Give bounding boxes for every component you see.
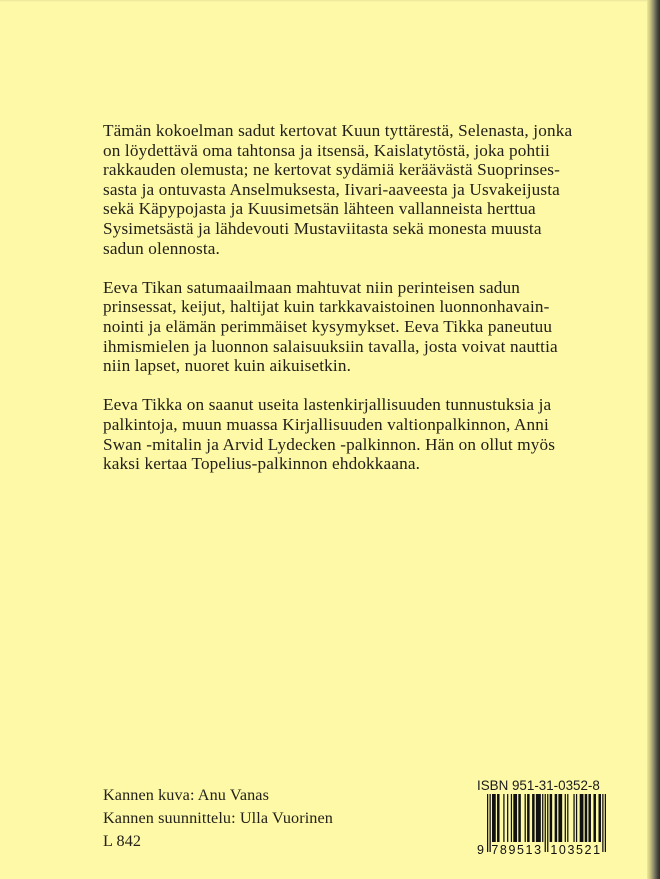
blurb-line: sasta ja ontuvasta Anselmuksesta, Iivari-aaveesta ja Usvakeijusta [103,179,560,199]
barcode-bar [518,794,521,842]
barcode-right-digits: 103521 [550,843,602,857]
barcode-bar [555,794,558,842]
barcode-guard-bar [602,794,603,852]
barcode-bar [550,794,553,842]
isbn-label: ISBN 951-31-0352-8 [477,778,600,793]
blurb-line: Tämän kokoelman sadut kertovat Kuun tyttärestä, Selenasta, jonka [103,121,573,140]
blurb-line: sadun olennosta. [103,238,220,258]
barcode-bar [558,794,562,842]
barcode-bar [511,794,512,842]
blurb-line: palkintoja, muun muassa Kirjallisuuden valtionpalkinnon, Anni [103,414,549,434]
barcode-guard-bar [545,794,546,852]
barcode-bar [598,794,601,842]
barcode-bar [503,794,504,842]
paragraph-author-awards [103,395,603,473]
blurb-line: on löydettävä oma tahtonsa ja itsensä, Kaislatytöstä, joka pohtii [103,140,550,160]
barcode-bar [585,794,588,842]
page-right-edge [647,0,660,879]
blurb-line: Eeva Tikka on saanut useita lastenkirjallisuuden tunnustuksia ja [103,395,552,415]
barcode-bar [576,794,577,842]
barcode-bar [497,794,500,842]
barcode-guard-bar [487,794,488,852]
barcode-bar [527,794,530,842]
barcode-bar [525,794,526,842]
cover-design-credit: Kannen suunnittelu: Ulla Vuorinen [103,809,333,827]
blurb-line: kaksi kertaa Topelius-palkinnon ehdokkaana. [103,454,421,474]
blurb-line: Eeva Tikan satumaailmaan mahtuvat niin perinteisen sadun [103,277,520,297]
blurb-line: Swan -mitalin ja Arvid Lydecken -palkinnon. Hän on ollut myös [103,434,556,454]
blurb-line: niin lapset, nuoret kuin aikuisetkin. [103,356,352,376]
barcode-bar [588,794,591,842]
barcode-bar [542,794,543,842]
barcode-bar [565,794,566,842]
barcode-first-digit: 9 [477,843,484,857]
blurb-line: nointi ja elämän perimmäiset kysymykset. Eeva Tikka paneutuu [103,316,553,336]
blurb-line: prinsessat, keijut, haltijat kuin tarkkavaistoinen luonnonhavain- [103,297,550,317]
blurb-line: Sysimetsästä ja lähdevouti Mustaviitasta sekä monesta muusta [103,218,542,238]
blurb-line: rakkauden olemusta; ne kertovat sydämiä keräävästä Suoprinses- [103,160,560,180]
barcode-guard-bar [547,794,548,852]
catalog-code: L 842 [103,832,142,850]
barcode-bar [532,794,535,842]
barcode-bar [507,794,508,842]
barcode-bar [513,794,517,842]
blurb-line: ihmismielen ja luonnon salaisuuksiin tavalla, josta voivat nauttia [103,336,558,356]
paragraph-fairytale-world [103,278,603,376]
barcode-left-digits: 789513 [491,843,543,857]
barcode-guard-bar [605,794,606,852]
page-top-edge [0,0,660,2]
barcode-bar [573,794,574,842]
barcode-bar [567,794,568,842]
barcode-bar [580,794,584,842]
blurb-line: sekä Käpypojasta ja Kuusimetsän lähteen vallanneista herttua [103,199,536,219]
paragraph-stories [103,121,603,258]
cover-image-credit: Kannen kuva: Anu Vanas [103,786,269,804]
blurb [103,121,603,493]
cover-credits [103,784,423,853]
barcode-bar [492,794,496,842]
barcode-bar [593,794,596,842]
barcode-bar [536,794,541,842]
